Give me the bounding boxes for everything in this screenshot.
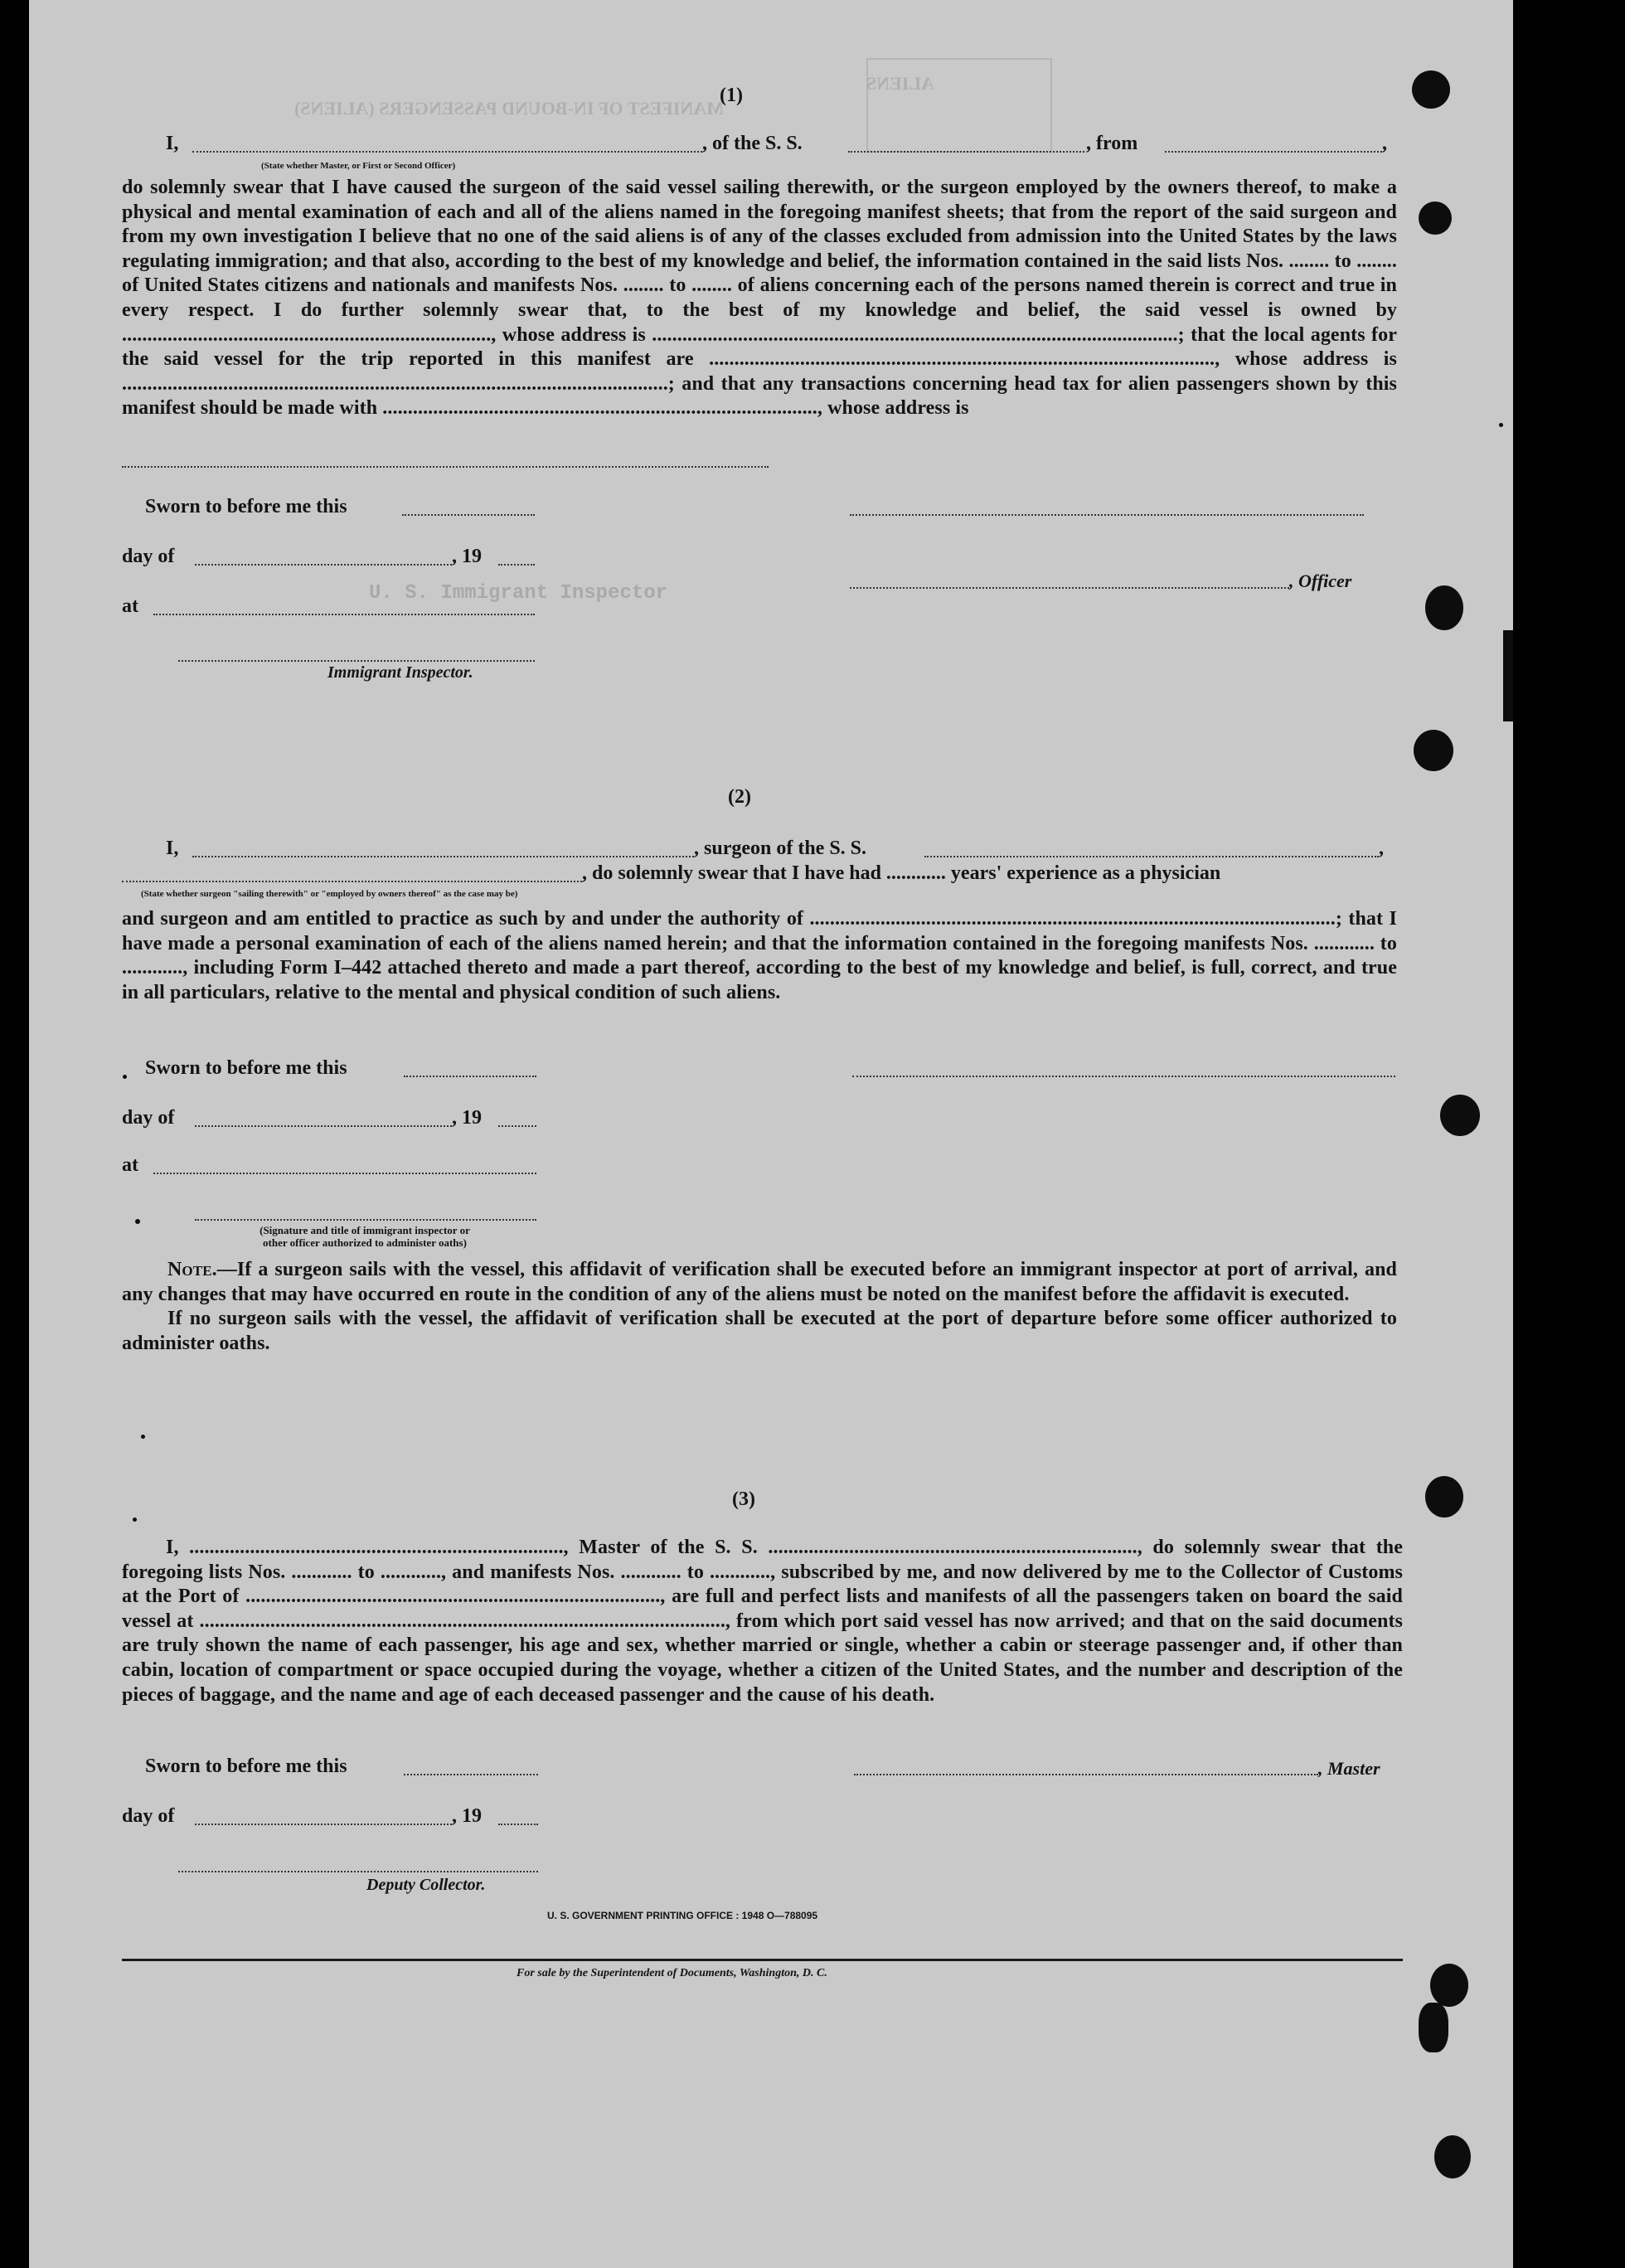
punch-hole — [1412, 70, 1450, 109]
punch-hole — [1440, 1095, 1480, 1136]
punch-hole — [1425, 1476, 1463, 1518]
footer-rule — [122, 1959, 1403, 1961]
punch-hole — [1419, 202, 1452, 235]
section-1-from-blank[interactable] — [1165, 151, 1382, 153]
section-3-day-of-blank[interactable] — [195, 1824, 452, 1825]
note-text-2: If no surgeon sails with the vessel, the affidavit of verification shall be executed at the port of departure before some officer authorized to administer oaths. — [122, 1308, 1397, 1354]
section-2-note — [122, 1258, 1397, 1356]
section-1-officer-signature-top[interactable] — [850, 514, 1364, 516]
section-3-paragraph: I, .........................................................................., Master of the S. S. ........................................................................., do solemnly swear that the foregoing lists Nos. ............ to ............, and manifests Nos. ............ to ............, subscribed by me, and now delivered by me to the Collector of Customs at the Port of .................................................................................., are full and perfect lists and manifests of all the passengers taken on board the said vessel at ........................................................................................................, from which port said vessel has now arrived; and that on the said documents are truly shown the name of each passenger, his age and sex, whether married or single, whether a cabin or steerage passenger and, if other than cabin, location of compartment or space occupied during the voyage, whether a citizen of the United States, and the number and description of the pieces of baggage, and the name and age of each deceased passenger and the cause of his death. — [122, 1537, 1403, 1706]
punch-hole — [1425, 585, 1463, 630]
section-1-at-label: at — [122, 595, 138, 617]
section-1-day-of-blank[interactable] — [195, 564, 452, 566]
section-3-collector-signature[interactable] — [178, 1871, 538, 1872]
section-3-year-blank[interactable] — [498, 1824, 538, 1825]
section-3-day-of-label: day of — [122, 1805, 175, 1827]
section-1-day-of-label: day of — [122, 546, 175, 567]
punch-hole — [1430, 1964, 1468, 2007]
section-1-sworn-label: Sworn to before me this — [145, 496, 347, 517]
section-1-inspector-label: Immigrant Inspector. — [327, 663, 473, 682]
section-2-surgeon-name-blank[interactable] — [192, 856, 694, 857]
section-1-year-label: , 19 — [452, 546, 482, 567]
bleed-through-title: MANIFEST OF IN-BOUND PASSENGERS (ALIENS) — [294, 98, 724, 119]
section-1-at-blank[interactable] — [153, 614, 535, 615]
section-1-inspector-stamp: U. S. Immigrant Inspector — [369, 582, 668, 605]
section-2-signature-blank[interactable] — [852, 1076, 1395, 1077]
section-2-i-label: I, — [166, 838, 179, 859]
stray-mark — [123, 1075, 127, 1079]
section-2-inspector-signature[interactable] — [195, 1219, 536, 1221]
section-2-year-blank[interactable] — [498, 1125, 536, 1127]
section-2-vessel-blank[interactable] — [924, 856, 1379, 857]
section-1-inspector-signature[interactable] — [178, 660, 535, 662]
edge-clip — [1503, 630, 1513, 721]
section-2-status-blank[interactable] — [122, 881, 582, 882]
section-2-at-blank[interactable] — [153, 1173, 536, 1174]
section-1-from-label: , from — [1086, 133, 1138, 154]
section-2-caption: (State whether surgeon "sailing therewith" or "employed by owners thereof" as the case may be) — [141, 889, 518, 899]
stray-mark — [1499, 423, 1503, 427]
stray-mark — [141, 1435, 145, 1439]
section-1-line-end: , — [1382, 133, 1387, 154]
section-1-sworn-blank[interactable] — [402, 514, 535, 516]
section-2-number: (2) — [728, 786, 751, 808]
section-1-vessel-blank[interactable] — [848, 151, 1084, 153]
section-1-officer-blank[interactable] — [192, 151, 702, 153]
section-1-officer-label: , Officer — [1289, 571, 1352, 591]
section-2-day-of-label: day of — [122, 1107, 175, 1129]
section-3-sworn-blank[interactable] — [404, 1774, 538, 1775]
note-text-1: —If a surgeon sails with the vessel, this affidavit of verification shall be executed before an immigrant inspector at port of arrival, and any changes that may have occurred en route in the condition of any of the aliens must be noted on the manifest before the affidavit is executed. — [122, 1259, 1397, 1305]
stray-mark — [135, 1219, 140, 1224]
section-1-paragraph: do solemnly swear that I have caused the surgeon of the said vessel sailing therewith, or the surgeon employed by the owners thereof, to make a physical and mental examination of each and all of the aliens named in the foregoing manifest sheets; that from the report of the said surgeon and from my own investigation I believe that no one of the said aliens is of any of the classes excluded from admission into the United States by the laws regulating immigration; and that also, according to the best of my knowledge and belief, the information contained in the said lists Nos. ........ to ........ of United States citizens and nationals and manifests Nos. ........ to ........ of aliens concerning each of the persons named therein is correct and true in every respect. I do further solemnly swear that, to the best of my knowledge and belief, the said vessel is owned by ........................................................................., whose address is ........................................................................................................; that the local agents for the said vessel for the trip reported in this manifest are ...................................................................................................., whose address is ............................................................................................................; and that any transactions concerning head tax for alien passengers shown by this manifest should be made with ......................................................................................, whose address is — [122, 177, 1397, 420]
section-2-surgeon-label: , surgeon of the S. S. — [694, 838, 867, 859]
bleed-through-box — [866, 58, 1052, 153]
manifest-page — [29, 0, 1513, 2268]
section-2-day-of-blank[interactable] — [195, 1125, 452, 1127]
note-label: Note. — [167, 1259, 217, 1280]
bleed-through-aliens: ALIENS — [866, 73, 934, 94]
section-3-number: (3) — [732, 1489, 755, 1510]
section-1-year-blank[interactable] — [498, 564, 535, 566]
section-3-year-label: , 19 — [452, 1805, 482, 1827]
section-1-officer-signature[interactable] — [850, 587, 1289, 589]
section-2-year-label: , 19 — [452, 1107, 482, 1129]
section-3-sworn-label: Sworn to before me this — [145, 1756, 347, 1777]
section-3-master-label: , Master — [1318, 1758, 1380, 1779]
printing-office-line: U. S. GOVERNMENT PRINTING OFFICE : 1948 O—788095 — [547, 1910, 818, 1921]
section-2-paragraph: and surgeon and am entitled to practice as such by and under the authority of ........................................................................................................; that I have made a personal examination of each of the aliens named herein; and that the information contained in the foregoing manifests Nos. ............ to ............, including Form I–442 attached thereto and made a part thereof, according to the best of my knowledge and belief, is full, correct, and true in all particulars, relative to the mental and physical condition of such aliens. — [122, 908, 1397, 1003]
section-2-sworn-label: Sworn to before me this — [145, 1057, 347, 1079]
section-1-i-label: I, — [166, 133, 179, 154]
section-1-of-ss-label: , of the S. S. — [702, 133, 803, 154]
section-2-sworn-blank[interactable] — [404, 1076, 536, 1077]
section-2-line-end: , — [1379, 838, 1384, 859]
sale-note: For sale by the Superintendent of Documents, Washington, D. C. — [517, 1967, 827, 1979]
stray-mark — [133, 1518, 137, 1522]
section-1-number: (1) — [720, 85, 743, 106]
punch-hole — [1434, 2135, 1471, 2178]
section-3-collector-label: Deputy Collector. — [366, 1876, 486, 1894]
section-2-line-2: , do solemnly swear that I have had ............ years' experience as a physician — [582, 862, 1221, 884]
section-2-signature-caption: (Signature and title of immigrant inspector or other officer authorized to administer oaths) — [260, 1224, 470, 1249]
punch-hole — [1419, 2003, 1448, 2052]
section-2-at-label: at — [122, 1154, 138, 1176]
punch-hole — [1414, 730, 1453, 771]
section-1-head-tax-address-blank[interactable] — [122, 466, 769, 468]
section-3-master-signature[interactable] — [854, 1774, 1318, 1775]
section-1-caption: (State whether Master, or First or Second Officer) — [261, 161, 456, 171]
